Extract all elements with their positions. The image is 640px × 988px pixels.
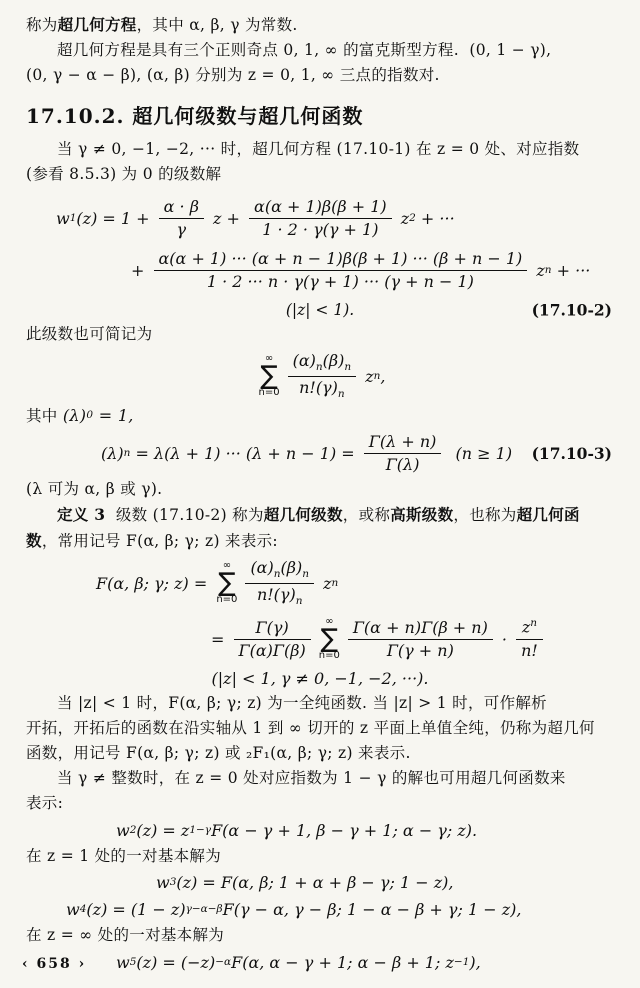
section-heading: 17.10.2. 超几何级数与超几何函数	[26, 104, 364, 128]
numerator: α(α + 1)β(β + 1)	[249, 197, 392, 219]
subscript: n	[344, 361, 352, 374]
equation-w2: w 2 (z) = z 1−γ F(α − γ + 1, β − γ + 1; α − γ; z).	[116, 820, 478, 840]
summation-sign	[216, 561, 237, 606]
definition-3-label: 定义 3	[57, 505, 106, 524]
paragraph-1-line-2: (参看 8.5.3) 为 0 的级数解	[26, 165, 222, 183]
fraction	[516, 617, 543, 660]
fraction	[249, 197, 392, 240]
definition-3-line-1	[26, 502, 614, 528]
superscript: n	[373, 370, 381, 382]
subscript: n	[273, 568, 281, 581]
fraction	[348, 618, 493, 661]
numerator: Γ(γ)	[234, 618, 311, 640]
definition-3-line-2	[26, 528, 614, 554]
sigma-icon: ∑	[260, 360, 278, 391]
page-number: ‹ 658 ›	[22, 956, 87, 972]
numerator: $z^n$	[516, 617, 543, 639]
intro-line-1-post: ，其中 α, β, γ 为常数.	[136, 16, 298, 34]
equation-series-line-1: w 1 (z) = 1 + $\frac{\alpha \cdot \beta}{\gamma}$ z + $\frac{\alpha(\alpha + 1)\beta(\beta + 1)}{1 \cdot 2 \cdot \gamma(\gamma + 1)}$ z 2 + ···	[56, 196, 455, 239]
denominator: n!	[521, 640, 538, 660]
intro-line-1-pre: 称为	[26, 16, 58, 34]
summation-sign	[319, 617, 340, 662]
equation-series-condition-row	[26, 297, 614, 322]
equation-series-condition: (|z| < 1).	[285, 300, 355, 319]
paragraph-3-line-1: 当 |z| < 1 时，F(α, β; γ; z) 为一全纯函数. 当 |z| > 1 时，可作解析	[57, 694, 547, 712]
summation-upper-limit: ∞	[264, 352, 274, 364]
summation-lower-limit: n=0	[258, 387, 280, 399]
paragraph-3-line-2: 开拓，开拓后的函数在沿实轴从 1 到 ∞ 切开的 z 平面上单值全纯，仍称为超几何	[26, 719, 595, 737]
pochhammer-note: (λ 可为 α, β 或 γ).	[26, 480, 163, 498]
denominator: 1 · 2 · γ(γ + 1)	[262, 219, 379, 239]
fraction	[159, 197, 204, 240]
paragraph-4-line-1: 当 γ ≠ 整数时，在 z = 0 处对应指数为 1 − γ 的解也可用超几何函数来	[57, 769, 566, 787]
equation-series-shorthand: ∞ ∑ n=0 $\frac{(\alpha)_n(\beta)_n}{n!(\gamma)_n}$ z n ,	[258, 351, 386, 400]
fraction	[288, 351, 357, 401]
paragraph-1-line-1: 当 γ ≠ 0, −1, −2, ··· 时，超几何方程 (17.10-1) 在 z = 0 处、对应指数	[57, 140, 580, 158]
subscript: 5	[129, 956, 137, 968]
subscript: n	[123, 447, 131, 459]
numerator: $(\alpha)_n(\beta)_n$	[288, 351, 357, 376]
subscript: 3	[169, 876, 177, 888]
equation-pochhammer	[101, 429, 614, 477]
term-gauss-series: 高斯级数	[390, 505, 454, 524]
pochhammer-intro-text: 其中	[26, 407, 63, 425]
series-shorthand-intro: 此级数也可简记为	[26, 325, 153, 343]
subscript: n	[315, 361, 323, 374]
equation-tag-17-10-2: (17.10-2)	[531, 300, 612, 319]
definition-3-seg-3: ，也称为	[453, 506, 517, 524]
superscript: −α	[215, 956, 232, 968]
numerator: Γ(α + n)Γ(β + n)	[348, 618, 493, 640]
superscript: n	[331, 577, 339, 589]
fraction	[234, 618, 311, 661]
superscript: n	[544, 264, 552, 276]
pochhammer-definition: (λ) n = λ(λ + 1) ··· (λ + n − 1) = $\frac{\Gamma(\lambda + n)}{\Gamma(\lambda)}$ (n ≥ 1)	[101, 431, 513, 474]
fraction	[245, 558, 314, 608]
intro-line-2: 超几何方程是具有三个正则奇点 0, 1, ∞ 的富克斯型方程. (0, 1 − γ),	[57, 41, 552, 59]
denominator: $n!(\gamma)_n$	[256, 584, 303, 607]
subscript: n	[337, 387, 345, 400]
subscript: n	[302, 568, 309, 581]
equation-w3: w 3 (z) = F(α, β; 1 + α + β − γ; 1 − z),	[156, 872, 454, 892]
equation-tag-17-10-3: (17.10-3)	[531, 443, 612, 463]
term-hypergeometric-function-part1: 超几何函	[516, 505, 580, 524]
sigma-icon: ∑	[218, 567, 236, 598]
paragraph-3-line-3: 函数，用记号 F(α, β; γ; z) 或 ₂F₁(α, β; γ; z) 来表示.	[26, 744, 411, 762]
definition-3-seg-1: 级数 (17.10-2) 称为	[105, 506, 264, 524]
denominator: $n!(\gamma)_n$	[299, 377, 345, 400]
subscript: n	[295, 594, 303, 607]
pochhammer-zero-case: (λ) 0 = 1,	[63, 403, 134, 428]
definition-3-line-2-rest: ，常用记号 F(α, β; γ; z) 来表示:	[41, 532, 278, 550]
paragraph-6: 在 z = ∞ 处的一对基本解为	[26, 926, 225, 944]
denominator: Γ(α)Γ(β)	[238, 640, 306, 660]
denominator: Γ(λ)	[385, 454, 420, 474]
superscript: 2	[409, 212, 416, 224]
intro-line-3: (0, γ − α − β), (α, β) 分别为 z = 0, 1, ∞ 三点的指数对.	[26, 66, 440, 84]
term-hypergeometric-function-part2: 数	[26, 531, 42, 550]
term-hypergeometric-series: 超几何级数	[263, 505, 343, 524]
paragraph-4-line-2: 表示:	[26, 794, 64, 812]
numerator: $(\alpha)_n(\beta)_n$	[245, 558, 314, 583]
equation-F-definition-line-2: = $\frac{\Gamma(\gamma)}{\Gamma(\alpha)\Gamma(\beta)}$ ∞ ∑ n=0 $\frac{\Gamma(\alpha + n)\Gamma(\beta + n)}{\Gamma(\gamma + n)}$ · $\frac{z^n}{n!}$	[211, 612, 614, 666]
denominator: γ	[176, 219, 187, 239]
denominator: 1 · 2 ··· n · γ(γ + 1) ··· (γ + n − 1)	[206, 271, 474, 291]
summation-upper-limit: ∞	[325, 615, 334, 627]
summation-sign	[258, 354, 279, 399]
superscript: γ−α−β	[185, 903, 223, 915]
superscript: −1	[453, 956, 470, 968]
numerator: α · β	[159, 197, 204, 219]
sigma-icon: ∑	[320, 623, 339, 654]
fraction	[364, 432, 442, 475]
definition-3-seg-2: ，或称	[342, 506, 391, 524]
intro-line-1	[26, 12, 614, 38]
subscript: 0	[86, 409, 94, 421]
subscript: 2	[129, 824, 137, 836]
summation-upper-limit: ∞	[222, 559, 232, 571]
denominator: Γ(γ + n)	[386, 640, 454, 660]
subscript: 1	[69, 212, 77, 224]
equation-F-definition-line-1: F(α, β; γ; z) = ∞ ∑ n=0 $\frac{(\alpha)_n(\beta)_n}{n!(\gamma)_n}$ z n	[96, 558, 339, 607]
fraction	[154, 249, 528, 292]
summation-lower-limit: n=0	[216, 594, 238, 606]
numerator: α(α + 1) ··· (α + n − 1)β(β + 1) ··· (β + n − 1)	[154, 249, 528, 271]
summation-lower-limit: n=0	[318, 650, 340, 662]
paragraph-5: 在 z = 1 处的一对基本解为	[26, 847, 222, 865]
equation-series-line-2: + $\frac{\alpha(\alpha + 1) \cdot\cdot\cdot (\alpha + n - 1)\beta(\beta + 1) \cdot\cdot\cdot (\beta + n - 1)}{1 \cdot 2 \cdot\cdot\cdot n \cdot \gamma(\gamma + 1) \cdot\cdot\cdot (\gamma + n - 1)}$ z n + ···	[131, 248, 591, 291]
equation-F-condition	[26, 666, 614, 691]
numerator: Γ(λ + n)	[364, 432, 442, 454]
term-hypergeometric-equation: 超几何方程	[57, 15, 137, 34]
subscript: 4	[79, 903, 87, 915]
equation-F-condition-text: (|z| < 1, γ ≠ 0, −1, −2, ···).	[211, 669, 429, 688]
equation-w5: w 5 (z) = (−z) −α F(α, α − γ + 1; α − β + 1; z −1 ),	[116, 952, 481, 972]
superscript: n	[530, 617, 538, 630]
superscript: 1−γ	[189, 824, 212, 836]
equation-w4: w 4 (z) = (1 − z) γ−α−β F(γ − α, γ − β; 1 − α − β + γ; 1 − z),	[66, 899, 522, 919]
pochhammer-intro	[26, 403, 614, 429]
